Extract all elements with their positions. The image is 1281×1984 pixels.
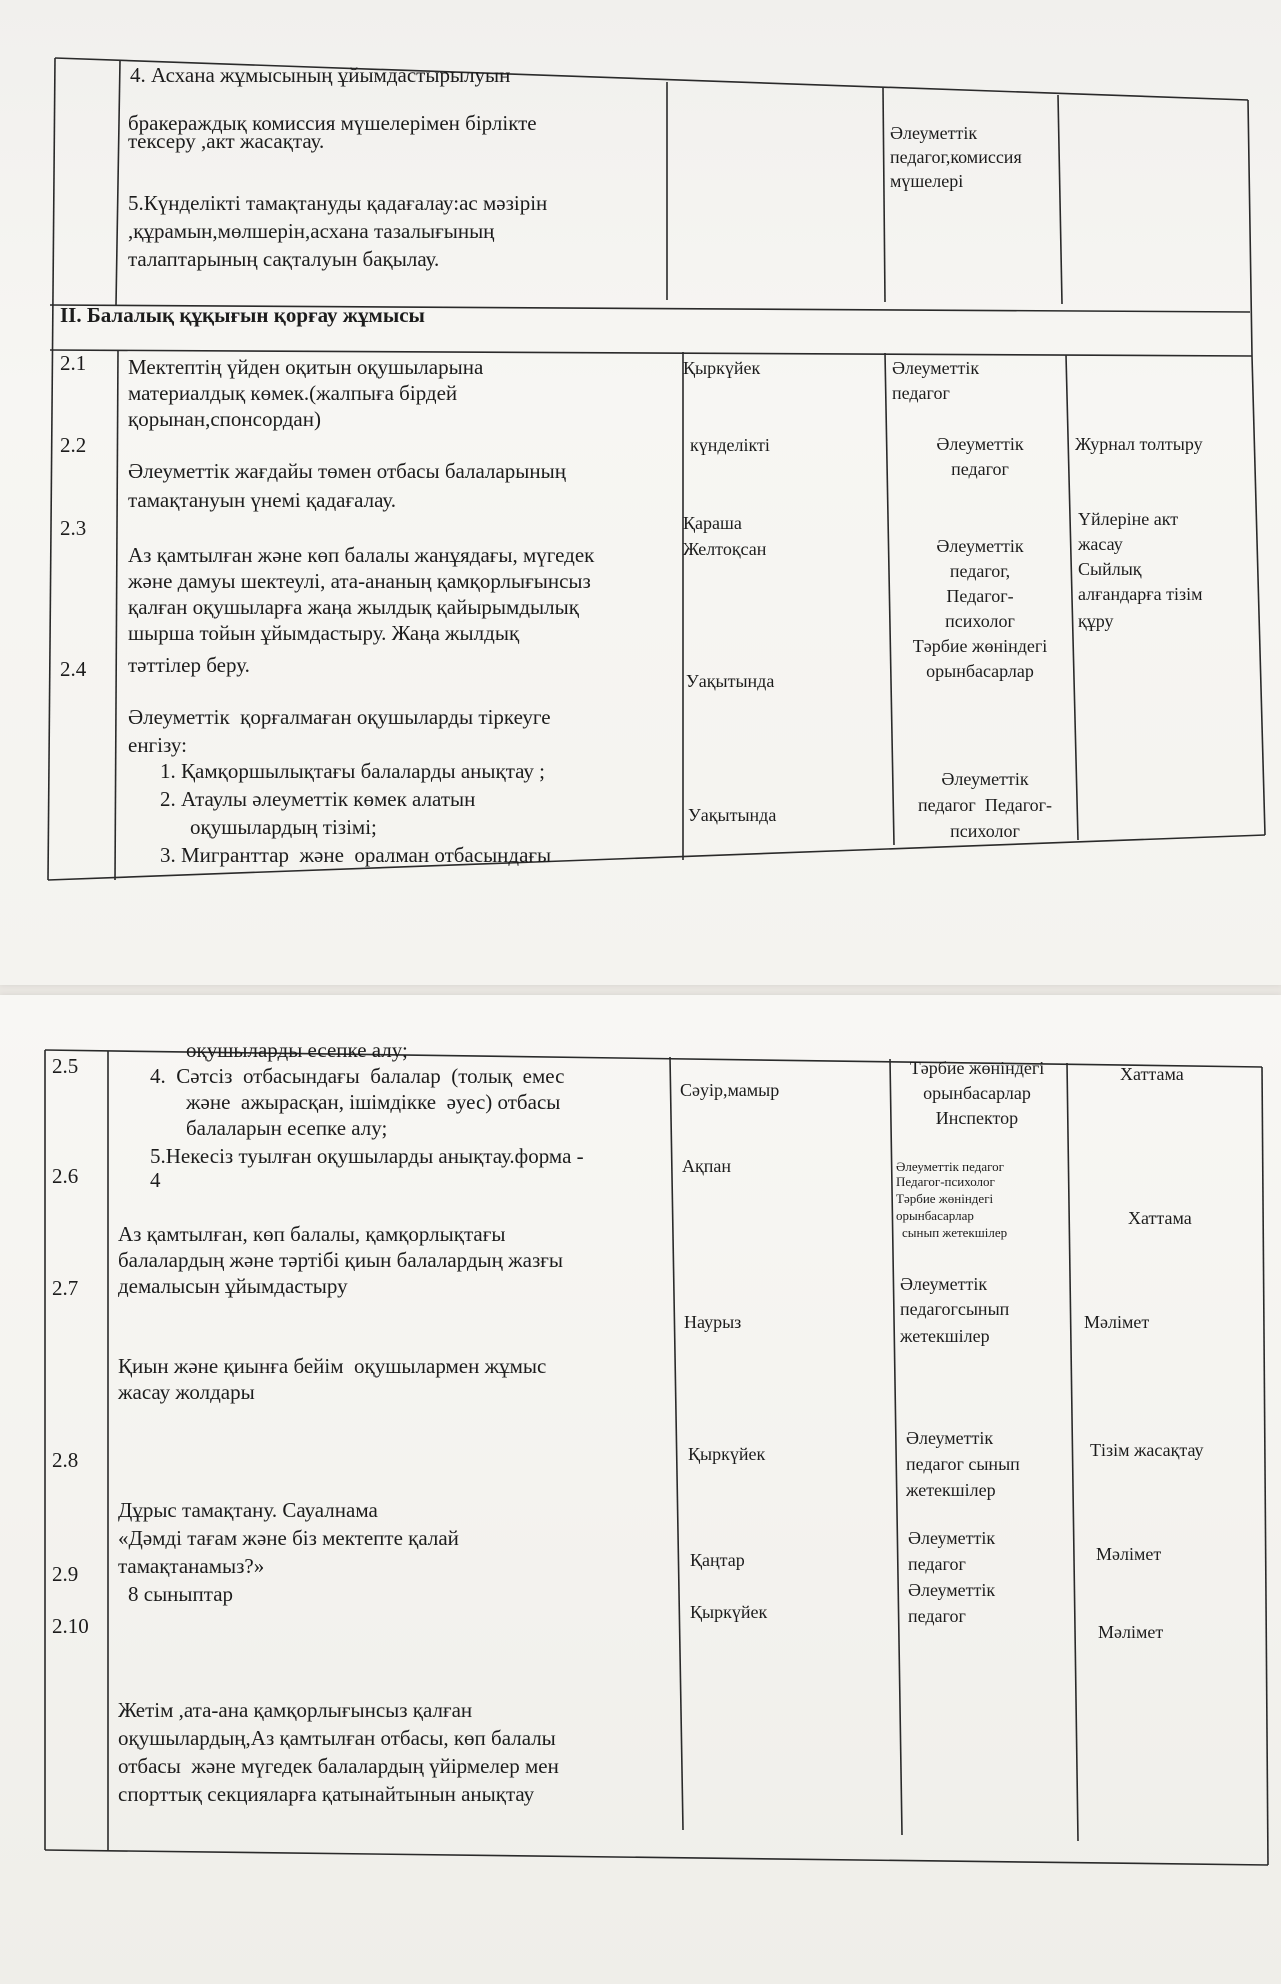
row-number: 2.4 (60, 657, 87, 681)
deadline: Уақытында (688, 805, 777, 825)
row-number: 2.8 (52, 1448, 79, 1472)
activity-line: шырша тойын ұйымдастыру. Жаңа жылдық (128, 621, 520, 645)
note: алғандарға тізім (1078, 584, 1203, 604)
responsible: Әлеуметтік (941, 769, 1029, 789)
activity-line: 4 (150, 1168, 161, 1192)
responsible: Педагог- (946, 586, 1014, 606)
canteen-activity-line: талаптарының сақталуын бақылау. (128, 247, 440, 271)
responsible: педагог Педагог- (917, 795, 1053, 815)
responsible: педагог (908, 1606, 966, 1626)
activity-line: жасау жолдары (118, 1380, 255, 1404)
deadline: Наурыз (684, 1312, 742, 1332)
activity-line: және ажырасқан, ішімдікке әуес) отбасы (186, 1090, 561, 1114)
responsible: Әлеуметтік (892, 358, 980, 378)
row-number: 2.5 (52, 1054, 79, 1078)
canteen-activity-line: тексеру ,акт жасақтау. (128, 129, 325, 153)
responsible: Әлеуметтік педагог (896, 1159, 1004, 1174)
activity-line: және дамуы шектеулі, ата-ананың қамқорлығынсыз (128, 569, 591, 593)
canteen-activity-line: бракераждық комиссия мүшелерімен бірлікте (128, 111, 537, 135)
canteen-responsible: педагог,комиссия (890, 147, 1022, 167)
deadline: Қыркүйек (688, 1444, 766, 1464)
note: Мәлімет (1096, 1544, 1162, 1564)
deadline: Сәуір,мамыр (680, 1080, 780, 1100)
activity-line: отбасы және мүгедек балалардың үйірмелер мен (118, 1754, 559, 1778)
document-page-1 (0, 0, 1281, 985)
responsible: Тәрбие жөніндегі (912, 636, 1048, 656)
activity-line: 5.Некесіз туылған оқушыларды анықтау.форма - (150, 1144, 584, 1168)
activity-line: материалдық көмек.(жалпыға бірдей (128, 381, 458, 405)
activity-line: 4. Сәтсіз отбасындағы балалар (толық емес (150, 1064, 565, 1088)
responsible: педагог (908, 1554, 966, 1574)
canteen-activity-line: 4. Асхана жұмысының ұйымдастырылуын (130, 63, 511, 87)
responsible: психолог (950, 821, 1020, 841)
activity-line: Аз қамтылған және көп балалы жанұядағы, мүгедек (128, 543, 595, 567)
note: Мәлімет (1098, 1622, 1164, 1642)
responsible: психолог (945, 611, 1015, 631)
responsible: жетекшілер (906, 1480, 996, 1500)
responsible: Инспектор (935, 1108, 1019, 1128)
activity-line: Қиын және қиынға бейім оқушылармен жұмыс (118, 1354, 547, 1378)
activity-line: 2. Атаулы әлеуметтік көмек алатын (160, 787, 476, 811)
responsible: Педагог-психолог (896, 1174, 995, 1189)
row-number: 2.2 (60, 433, 87, 457)
note: Сыйлық (1078, 559, 1142, 579)
row-number: 2.7 (52, 1276, 79, 1300)
responsible: Әлеуметтік (908, 1580, 996, 1600)
activity-line: қалған оқушыларға жаңа жылдық қайырымдылық (128, 595, 579, 619)
note: Үйлеріне акт (1078, 509, 1179, 529)
activity-line: 8 сыныптар (128, 1582, 234, 1606)
canteen-activity-line: ,құрамын,мөлшерін,асхана тазалығының (128, 219, 495, 243)
canteen-activity-line: 5.Күнделікті тамақтануды қадағалау:ас мәзірін (128, 191, 548, 215)
canteen-responsible: Әлеуметтік (890, 123, 978, 143)
responsible: Әлеуметтік (908, 1528, 996, 1548)
responsible: Тәрбие жөніндегі (896, 1191, 994, 1206)
activity-line: тамақтануын үнемі қадағалау. (128, 488, 396, 512)
note: Мәлімет (1084, 1312, 1150, 1332)
row-number: 2.3 (60, 516, 87, 540)
responsible: жетекшілер (900, 1326, 990, 1346)
responsible: сынып жетекшілер (902, 1225, 1008, 1240)
activity-line: Әлеуметтік жағдайы төмен отбасы балаларының (128, 459, 566, 483)
responsible: педагогсынып (900, 1299, 1010, 1319)
activity-line: тәттілер беру. (128, 653, 250, 677)
responsible: педагог сынып (906, 1454, 1020, 1474)
deadline: Уақытында (686, 671, 775, 691)
row-number: 2.10 (52, 1614, 89, 1638)
activity-line: Мектептің үйден оқитын оқушыларына (128, 355, 484, 379)
responsible: Тәрбие жөніндегі (909, 1058, 1045, 1078)
document-page-2 (0, 995, 1281, 1984)
activity-line: Дұрыс тамақтану. Сауалнама (118, 1498, 378, 1522)
activity-line: Жетім ,ата-ана қамқорлығынсыз қалған (118, 1698, 473, 1722)
note: Журнал толтыру (1075, 434, 1203, 454)
activity-line: Аз қамтылған, көп балалы, қамқорлықтағы (118, 1222, 506, 1246)
activity-line: спорттық секцияларға қатынайтынын анықтау (118, 1782, 535, 1806)
activity-line: балаларын есепке алу; (186, 1116, 388, 1140)
deadline: Қараша (683, 513, 742, 533)
responsible: Әлеуметтік (906, 1428, 994, 1448)
section-title: ІІ. Балалық құқығын қорғау жұмысы (60, 303, 425, 327)
activity-line: қорынан,спонсордан) (128, 407, 321, 431)
responsible: Әлеуметтік (936, 434, 1024, 454)
responsible: педагог (892, 383, 950, 403)
row-number: 2.9 (52, 1562, 79, 1586)
responsible: педагог (951, 459, 1009, 479)
deadline: күнделікті (690, 435, 770, 455)
note: Хаттама (1128, 1208, 1192, 1228)
activity-line: оқушыларды есепке алу; (186, 1038, 408, 1062)
responsible: педагог, (949, 561, 1011, 581)
activity-line: 3. Мигранттар және оралман отбасындағы (160, 843, 552, 867)
responsible: орынбасарлар (896, 1208, 974, 1223)
activity-line: балалардың және тәртібі қиын балалардың жазғы (118, 1248, 563, 1272)
deadline: Ақпан (682, 1156, 731, 1176)
deadline: Қыркүйек (690, 1602, 768, 1622)
note: жасау (1078, 534, 1123, 554)
row-number: 2.6 (52, 1164, 79, 1188)
note: құру (1078, 611, 1114, 631)
row-number: 2.1 (60, 351, 87, 375)
responsible: Әлеуметтік (900, 1274, 988, 1294)
deadline: Қыркүйек (683, 358, 761, 378)
activity-line: оқушылардың,Аз қамтылған отбасы, көп балалы (118, 1726, 556, 1750)
activity-line: 1. Қамқоршылықтағы балаларды анықтау ; (160, 759, 546, 783)
deadline: Желтоқсан (683, 539, 767, 559)
responsible: Әлеуметтік (936, 536, 1024, 556)
responsible: орынбасарлар (926, 661, 1034, 681)
note: Хаттама (1120, 1064, 1184, 1084)
activity-line: оқушылардың тізімі; (190, 815, 377, 839)
activity-line: «Дәмді тағам және біз мектепте қалай (118, 1526, 459, 1550)
deadline: Қаңтар (690, 1550, 745, 1570)
activity-line: Әлеуметтік қорғалмаған оқушыларды тіркеуге (128, 705, 551, 729)
responsible: орынбасарлар (923, 1083, 1031, 1103)
activity-line: тамақтанамыз?» (118, 1554, 265, 1578)
activity-line: демалысын ұйымдастыру (118, 1274, 348, 1298)
activity-line: енгізу: (128, 733, 187, 757)
canteen-responsible: мүшелері (890, 171, 964, 191)
note: Тізім жасақтау (1090, 1440, 1204, 1460)
